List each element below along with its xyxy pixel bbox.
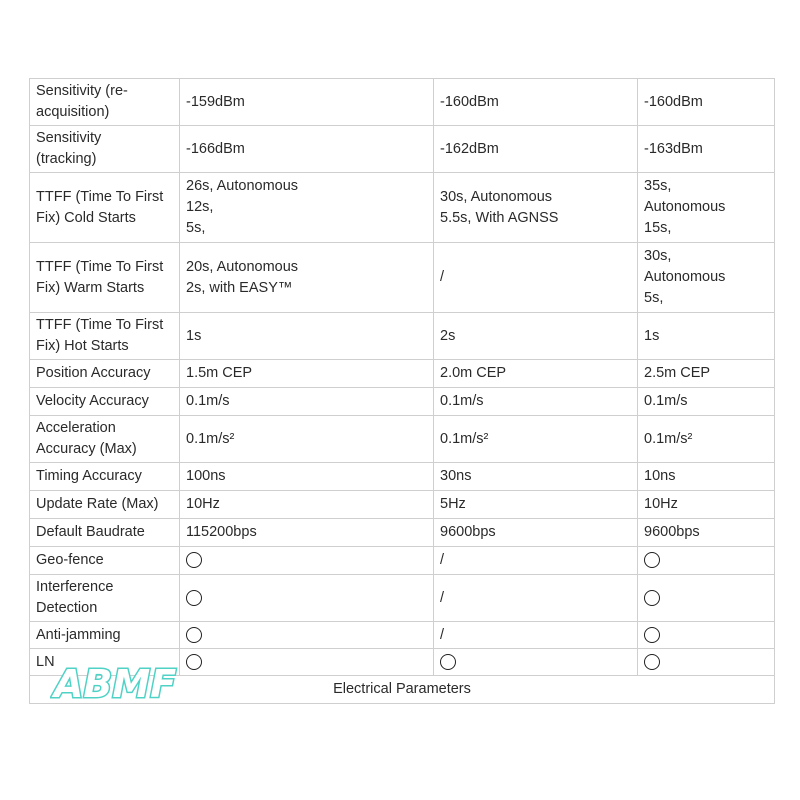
- cell-value: 30s, Autonomous 5s,: [638, 243, 775, 313]
- cell-value: /: [434, 575, 638, 622]
- cell-value: 30s, Autonomous 5.5s, With AGNSS: [434, 173, 638, 243]
- cell-value: 115200bps: [180, 519, 434, 547]
- cell-value: 0.1m/s²: [434, 416, 638, 463]
- spec-table: [29, 78, 775, 704]
- row-label: TTFF (Time To First Fix) Warm Starts: [30, 243, 180, 313]
- cell-value: -162dBm: [434, 126, 638, 173]
- supported-circle-icon: [644, 654, 660, 670]
- cell-value: 1.5m CEP: [180, 360, 434, 388]
- cell-value: -163dBm: [638, 126, 775, 173]
- cell-value: 0.1m/s: [180, 388, 434, 416]
- row-label: Default Baudrate: [30, 519, 180, 547]
- cell-value: 9600bps: [638, 519, 775, 547]
- row-label: Velocity Accuracy: [30, 388, 180, 416]
- table-row: [30, 313, 775, 360]
- cell-value: -160dBm: [434, 79, 638, 126]
- cell-value: 2s: [434, 313, 638, 360]
- cell-value: 30ns: [434, 463, 638, 491]
- supported-circle-icon: [186, 654, 202, 670]
- row-label: Geo-fence: [30, 547, 180, 575]
- cell-value: 0.1m/s²: [638, 416, 775, 463]
- cell-value: [180, 649, 434, 676]
- table-row: [30, 547, 775, 575]
- cell-value: [180, 547, 434, 575]
- row-label: Timing Accuracy: [30, 463, 180, 491]
- cell-value: 2.0m CEP: [434, 360, 638, 388]
- watermark-logo: [50, 653, 180, 713]
- row-label: Sensitivity (tracking): [30, 126, 180, 173]
- supported-circle-icon: [186, 590, 202, 606]
- table-row: [30, 173, 775, 243]
- cell-value: [638, 649, 775, 676]
- cell-value: 10Hz: [638, 491, 775, 519]
- row-label: Interference Detection: [30, 575, 180, 622]
- cell-value: 10Hz: [180, 491, 434, 519]
- cell-value: /: [434, 622, 638, 649]
- cell-value: [434, 649, 638, 676]
- supported-circle-icon: [186, 627, 202, 643]
- cell-value: 9600bps: [434, 519, 638, 547]
- table-row: [30, 575, 775, 622]
- cell-value: 1s: [638, 313, 775, 360]
- table-row: [30, 243, 775, 313]
- table-row: [30, 79, 775, 126]
- table-row: [30, 622, 775, 649]
- cell-value: [638, 575, 775, 622]
- cell-value: 26s, Autonomous 12s, 5s,: [180, 173, 434, 243]
- table-row: [30, 519, 775, 547]
- row-label: Update Rate (Max): [30, 491, 180, 519]
- cell-value: -166dBm: [180, 126, 434, 173]
- table-row: [30, 360, 775, 388]
- supported-circle-icon: [644, 627, 660, 643]
- table-row: [30, 491, 775, 519]
- cell-value: 1s: [180, 313, 434, 360]
- row-label: TTFF (Time To First Fix) Cold Starts: [30, 173, 180, 243]
- cell-value: 100ns: [180, 463, 434, 491]
- row-label: Position Accuracy: [30, 360, 180, 388]
- cell-value: 0.1m/s: [638, 388, 775, 416]
- watermark-text: ABMF: [54, 662, 177, 706]
- supported-circle-icon: [440, 654, 456, 670]
- cell-value: 0.1m/s²: [180, 416, 434, 463]
- row-label: TTFF (Time To First Fix) Hot Starts: [30, 313, 180, 360]
- cell-value: [180, 622, 434, 649]
- cell-value: -159dBm: [180, 79, 434, 126]
- row-label: LN: [30, 649, 180, 676]
- section-title: Electrical Parameters: [30, 676, 775, 704]
- table-row: [30, 463, 775, 491]
- cell-value: /: [434, 547, 638, 575]
- row-label: Acceleration Accuracy (Max): [30, 416, 180, 463]
- cell-value: [638, 622, 775, 649]
- cell-value: 5Hz: [434, 491, 638, 519]
- cell-value: /: [434, 243, 638, 313]
- table-row: [30, 388, 775, 416]
- cell-value: 20s, Autonomous 2s, with EASY™: [180, 243, 434, 313]
- row-label: Sensitivity (re- acquisition): [30, 79, 180, 126]
- supported-circle-icon: [644, 552, 660, 568]
- cell-value: [180, 575, 434, 622]
- cell-value: -160dBm: [638, 79, 775, 126]
- supported-circle-icon: [644, 590, 660, 606]
- cell-value: 2.5m CEP: [638, 360, 775, 388]
- row-label: Anti-jamming: [30, 622, 180, 649]
- table-row: [30, 416, 775, 463]
- cell-value: 0.1m/s: [434, 388, 638, 416]
- table-row: [30, 126, 775, 173]
- cell-value: 35s, Autonomous 15s,: [638, 173, 775, 243]
- supported-circle-icon: [186, 552, 202, 568]
- cell-value: [638, 547, 775, 575]
- cell-value: 10ns: [638, 463, 775, 491]
